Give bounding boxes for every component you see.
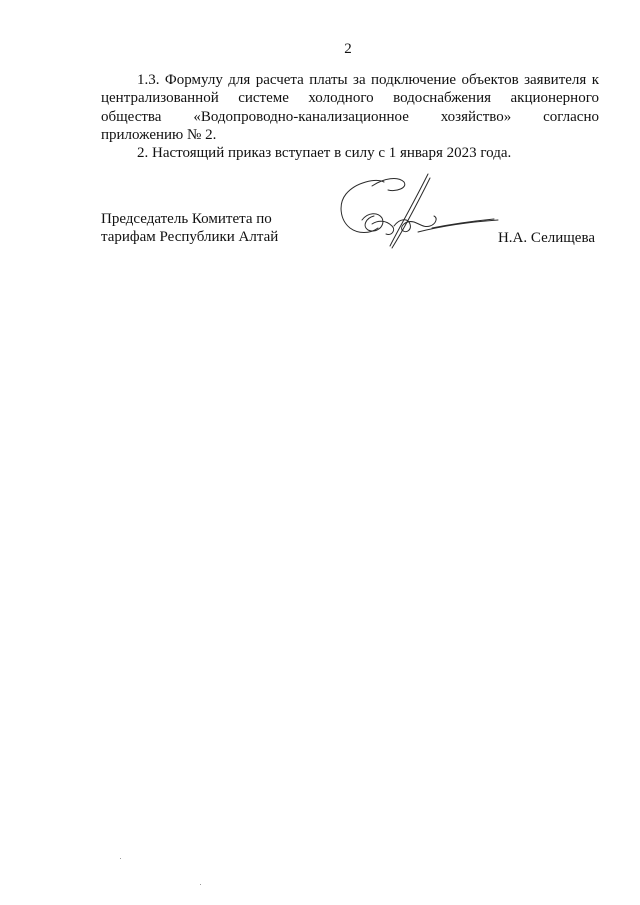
scan-speck [120, 858, 121, 859]
paragraph-1-3: 1.3. Формулу для расчета платы за подключение объектов заявителя к централизованной системе холодного водоснабжения акционерного общества «Водопроводно-канализационное хозяйство» согласно приложению № 2. [101, 72, 599, 143]
signer-position-line-2: тарифам Республики Алтай [101, 229, 279, 246]
signer-name: Н.А. Селищева [497, 230, 595, 246]
signer-position [101, 210, 278, 247]
page-number: 2 [344, 41, 352, 57]
document-body [101, 71, 599, 162]
paragraph-2: 2. Настоящий приказ вступает в силу с 1 января 2023 года. [137, 145, 512, 162]
signer-position-line-1: Председатель Комитета по [101, 211, 272, 227]
signature-block [101, 210, 599, 270]
scan-speck [200, 884, 201, 885]
